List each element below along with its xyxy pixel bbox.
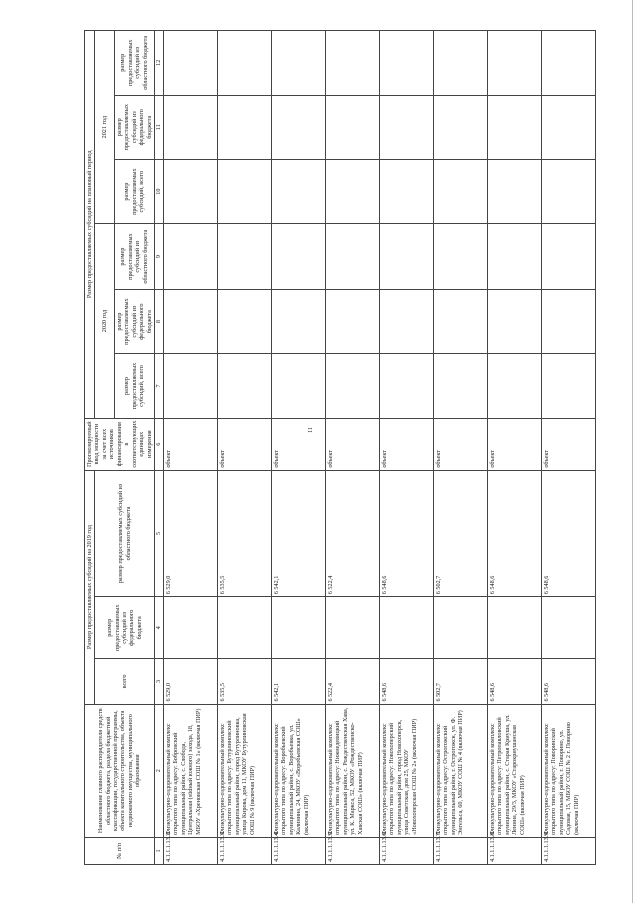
row-total-2019: 6 529,0 (163, 659, 217, 704)
row-total-2019: 6 548,6 (379, 659, 433, 704)
row-2020-fed (487, 289, 541, 353)
row-name: Физкультурно-оздоровительный комплекс открытого типа по адресу: Поворинский муниципальный район, г. Поворино, ул. Садовая, 15, МБОУ СОШ № 2 г. Поворино (включая ПИР) (541, 704, 595, 837)
row-2021-fed (325, 95, 379, 159)
col-index: 3 (154, 659, 163, 704)
row-2021-reg (379, 31, 433, 96)
col-index: 10 (154, 159, 163, 223)
row-name: Физкультурно-оздоровительный комплекс открытого типа по адресу: Новохоперский муниципальный район, город Новохоперск, улица Советская, дом 25, МКОУ «Новохоперская СОШ № 2» (включая ПИР) (379, 704, 433, 837)
row-2021-reg (325, 31, 379, 96)
col-index: 4 (154, 597, 163, 659)
table-row (271, 31, 325, 865)
header-2021-fed: размер предоставляемых субсидий из федерального бюджета (114, 95, 154, 159)
row-2021-total (163, 159, 217, 223)
header-2020-reg: размер предоставляемых субсидий из областного бюджета (114, 224, 154, 290)
row-total-2019: 6 542,1 (271, 659, 325, 704)
row-fed-2019 (433, 597, 487, 659)
header-2020-total: размер предоставляемых субсидий, всего (114, 354, 154, 418)
row-2020-reg (271, 224, 325, 290)
row-2020-reg (541, 224, 595, 290)
row-2021-fed (271, 95, 325, 159)
col-index: 1 (154, 837, 163, 864)
header-num: № п/п (85, 837, 155, 864)
header-2021: 2021 год (95, 31, 114, 224)
page-edge-line (632, 0, 633, 903)
header-2021-reg: размер предоставляемых субсидий из областного бюджета (114, 31, 154, 96)
header-total: всего (95, 659, 155, 704)
row-unit: объект (163, 418, 217, 470)
row-2021-reg (433, 31, 487, 96)
row-2021-total (541, 159, 595, 223)
row-2020-reg (163, 224, 217, 290)
row-2020-fed (433, 289, 487, 353)
col-index: 6 (154, 418, 163, 470)
table-row (217, 31, 271, 865)
row-2021-reg (163, 31, 217, 96)
row-2021-fed (163, 95, 217, 159)
row-unit: объект (217, 418, 271, 470)
rotated-table-wrapper (84, 30, 629, 865)
row-2020-fed (541, 289, 595, 353)
row-2020-reg (325, 224, 379, 290)
row-2020-total (433, 354, 487, 418)
row-2020-total (487, 354, 541, 418)
row-2021-fed (217, 95, 271, 159)
row-2020-total (541, 354, 595, 418)
row-name: Физкультурно-оздоровительный комплекс открытого типа по адресу: Острогожский муниципальный район, г. Острогожск, ул. Ф. Энгельса, 60, МКОУ СОШ № 4 (включая ПИР) (433, 704, 487, 837)
row-2021-reg (487, 31, 541, 96)
row-total-2019: 6 522,4 (325, 659, 379, 704)
row-total-2019: 6 548,6 (487, 659, 541, 704)
row-2020-total (271, 354, 325, 418)
row-name: Физкультурно-оздоровительный комплекс открытого типа по адресу: Воробьевский муниципальный район, с. Воробьевка, ул. Калинина, 24, МКОУ «Воробьевская СОШ» (включая ПИР) (271, 704, 325, 837)
row-2020-total (325, 354, 379, 418)
row-2020-reg (379, 224, 433, 290)
header-2020: 2020 год (95, 224, 114, 418)
row-unit: объект (325, 418, 379, 470)
row-2021-total (487, 159, 541, 223)
table-row (379, 31, 433, 865)
row-2020-total (379, 354, 433, 418)
row-fed-2019 (271, 597, 325, 659)
row-2020-reg (433, 224, 487, 290)
row-fed-2019 (163, 597, 217, 659)
row-reg-2019: 6 548,6 (379, 470, 433, 597)
row-2021-fed (541, 95, 595, 159)
page-number: 11 (307, 427, 314, 433)
row-number: 4.1.1.1.13.4. (271, 837, 325, 864)
row-2020-fed (379, 289, 433, 353)
row-reg-2019: 6 502,7 (433, 470, 487, 597)
header-name: Наименование главного распорядителя средств областного бюджета, раздела бюджетной классификации, государственной программы, объекта капитального строительства, объекта недвижимого имущества, муниципального образования (85, 704, 155, 837)
row-name: Физкультурно-оздоровительный комплекс открытого типа по адресу: Петропавловский муниципальный район, с. Старая Криуша, ул. Ленина, 29/3, МКОУ «Старокриушанская СОШ» (включая ПИР) (487, 704, 541, 837)
row-fed-2019 (325, 597, 379, 659)
row-unit: объект (271, 418, 325, 470)
row-2020-reg (217, 224, 271, 290)
table-row (487, 31, 541, 865)
col-index: 8 (154, 289, 163, 353)
row-reg-2019: 6 548,6 (487, 470, 541, 597)
subsidy-table (84, 30, 596, 865)
col-index: 7 (154, 354, 163, 418)
row-fed-2019 (541, 597, 595, 659)
col-index: 11 (154, 95, 163, 159)
row-total-2019: 6 502,7 (433, 659, 487, 704)
col-index: 5 (154, 470, 163, 597)
row-2021-fed (433, 95, 487, 159)
row-unit: объект (541, 418, 595, 470)
table-row (163, 31, 217, 865)
row-2020-fed (217, 289, 271, 353)
row-fed-2019 (217, 597, 271, 659)
row-2021-total (217, 159, 271, 223)
row-reg-2019: 6 548,6 (541, 470, 595, 597)
row-2021-reg (217, 31, 271, 96)
row-2021-reg (541, 31, 595, 96)
col-index: 9 (154, 224, 163, 290)
row-total-2019: 6 535,5 (217, 659, 271, 704)
row-name: Физкультурно-оздоровительный комплекс открытого типа по адресу: Бутурлиновский муниципальный район, город Бутурлиновка, улица Кирова, дом 11, МКОУ Бутурлиновская ООШ № 9 (включая ПИР) (217, 704, 271, 837)
row-2021-total (379, 159, 433, 223)
header-forecast: Прогнозируемый ввод мощности за счет всех источников финансирования в соответствующих единицах измерения (85, 418, 155, 470)
row-2021-total (325, 159, 379, 223)
row-2021-fed (379, 95, 433, 159)
row-2020-fed (271, 289, 325, 353)
row-total-2019: 6 548,6 (541, 659, 595, 704)
row-reg-2019: 6 535,5 (217, 470, 271, 597)
row-reg-2019: 6 529,0 (163, 470, 217, 597)
header-2021-total: размер предоставляемых субсидий, всего (114, 159, 154, 223)
row-2021-total (271, 159, 325, 223)
table-row (325, 31, 379, 865)
row-number: 4.1.1.1.13.3. (217, 837, 271, 864)
header-fed-2019: размер предоставляемых субсидий из федерального бюджета (95, 597, 155, 659)
row-name: Физкультурно-оздоровительный комплекс открытого типа по адресу: Бобровский муниципальный район, с. Слобода, Центральная (südный южного) захода, 18, МБОУ «Хреновская СОШ № 1» (включая ПИР) (163, 704, 217, 837)
row-unit: объект (433, 418, 487, 470)
header-plan: Размер предоставляемых субсидий на плановый период (85, 31, 95, 419)
row-unit: объект (379, 418, 433, 470)
row-2020-fed (325, 289, 379, 353)
row-2020-fed (163, 289, 217, 353)
row-2020-total (217, 354, 271, 418)
row-number: 4.1.1.1.13.7. (433, 837, 487, 864)
row-fed-2019 (487, 597, 541, 659)
row-2021-fed (487, 95, 541, 159)
table-row (433, 31, 487, 865)
row-2020-total (163, 354, 217, 418)
table-row (541, 31, 595, 865)
row-number: 4.1.1.1.13.8. (487, 837, 541, 864)
row-number: 4.1.1.1.13.5. (325, 837, 379, 864)
header-2019: Размер предоставляемых субсидий на 2019 год (85, 470, 95, 704)
row-reg-2019: 6 542,1 (271, 470, 325, 597)
row-reg-2019: 6 522,4 (325, 470, 379, 597)
row-2021-total (433, 159, 487, 223)
row-number: 4.1.1.1.13.9. (541, 837, 595, 864)
row-unit: объект (487, 418, 541, 470)
col-index: 2 (154, 704, 163, 837)
row-fed-2019 (379, 597, 433, 659)
header-2020-fed: размер предоставляемых субсидий из федерального бюджета (114, 289, 154, 353)
row-2020-reg (487, 224, 541, 290)
col-index: 12 (154, 31, 163, 96)
row-2021-reg (271, 31, 325, 96)
row-number: 4.1.1.1.13.2. (163, 837, 217, 864)
row-number: 4.1.1.1.13.6. (379, 837, 433, 864)
row-name: Физкультурно-оздоровительный комплекс открытого типа по адресу: Нижнедевицкий муниципальный район, с. Рождественская Хава, ул. К. Маркса, 52, МКОУ «Рождественско-Хавская СОШ» (включая ПИР) (325, 704, 379, 837)
header-reg-2019: размер предоставляемых субсидий из областного бюджета (95, 470, 155, 597)
